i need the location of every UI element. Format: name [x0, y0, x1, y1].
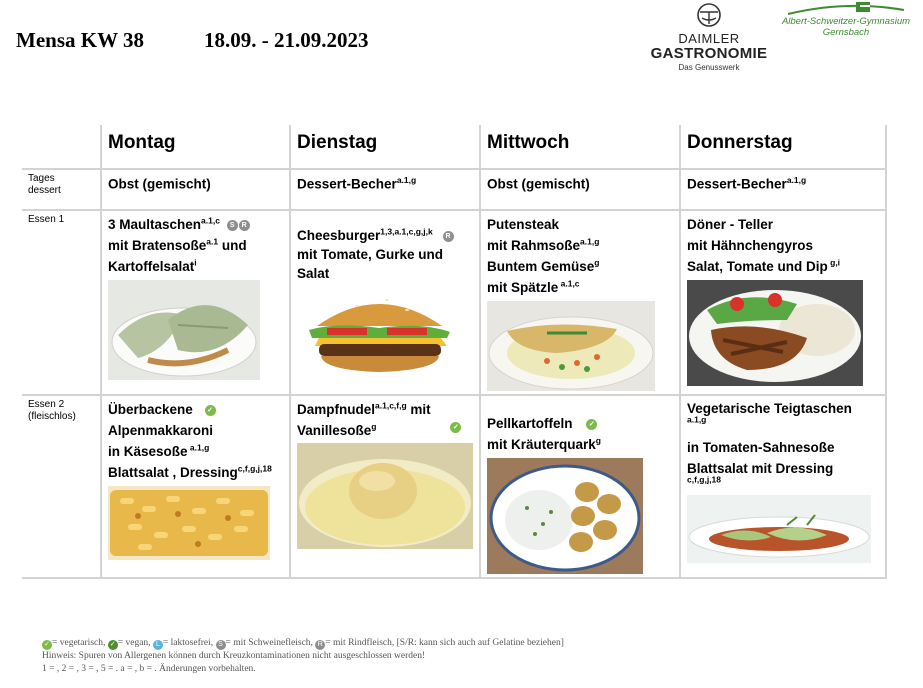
meal-line: Döner - Teller	[687, 217, 774, 232]
meal-line: Salat	[297, 266, 330, 281]
meal-line: Putensteak	[487, 217, 560, 232]
meal-line: Kartoffelsalat$^i$	[108, 257, 197, 274]
meal-line: in Käsesoße $^{a.1,g}$	[108, 442, 210, 459]
meal-line: mit Bratensoße$^{a.1}$ und	[108, 236, 247, 253]
meal-cell	[101, 395, 290, 578]
corner-cell	[22, 125, 101, 169]
day-header-cell	[680, 125, 886, 169]
meal-line: Blattsalat mit Dressing	[687, 461, 834, 476]
dessert-row	[22, 169, 886, 210]
header-row	[22, 125, 886, 169]
meal-line: Überbackene ✓	[108, 399, 283, 420]
meal-line: 3 Maultaschen$^{a.1,c}$ S R	[108, 214, 283, 235]
meal-line: Blattsalat , Dressing$^{c,f,g,j,18}$	[108, 463, 272, 480]
makkaroni-photo	[108, 486, 270, 560]
dessert-text: Obst (gemischt)	[487, 176, 590, 192]
dampfnudel-photo	[297, 443, 473, 549]
day-name: Montag	[108, 132, 176, 153]
row-label-cell	[22, 395, 101, 578]
menu-table	[22, 125, 887, 579]
meal-line: Pellkartoffeln ✓	[487, 413, 673, 434]
day-header-cell	[480, 125, 680, 169]
meal-cell	[290, 210, 480, 395]
meal-cell	[680, 395, 886, 578]
doener-photo	[687, 280, 863, 386]
legend-codes: 1 = , 2 = , 3 = , 5 = . a = , b = . Änderungen vorbehalten.	[42, 664, 256, 674]
essen2-row	[22, 395, 886, 578]
cheeseburger-photo	[297, 286, 462, 378]
legend	[42, 637, 564, 676]
daimler-gastronomie-logo	[648, 2, 770, 72]
row-label-line: Essen 1	[28, 214, 65, 225]
meal-line: Dampfnudel$^{a.1,c,f,g}$ mit	[297, 400, 431, 417]
daimler-star-icon	[696, 2, 722, 28]
rind-icon: R	[239, 220, 250, 231]
row-label-cell	[22, 169, 101, 210]
row-label-line: Essen 2	[28, 399, 65, 410]
school-logo-line1: Albert-Schweitzer-Gymnasium	[781, 16, 911, 27]
meal-line: Vegetarische Teigtaschen	[687, 401, 852, 416]
meal-line: mit Kräuterquark$^g$	[487, 435, 601, 452]
day-name: Donnerstag	[687, 132, 793, 153]
day-name: Mittwoch	[487, 132, 570, 153]
meal-line: in Tomaten-Sahnesoße	[687, 440, 835, 455]
week-label: Mensa KW 38	[16, 28, 144, 52]
dessert-cell	[290, 169, 480, 210]
schwein-icon: S	[227, 220, 238, 231]
dessert-text: Dessert-Becher$^{a.1,g}$	[297, 175, 417, 192]
vegetarian-icon: ✓	[450, 422, 461, 433]
meal-line: a.1,g	[687, 414, 707, 425]
dessert-cell	[101, 169, 290, 210]
dessert-cell	[480, 169, 680, 210]
laktosefrei-icon: L	[153, 640, 163, 650]
maultaschen-photo	[108, 280, 260, 380]
meal-line: mit Tomate, Gurke und	[297, 247, 444, 262]
meal-cell	[290, 395, 480, 578]
daimler-logo-line2: GASTRONOMIE	[650, 45, 768, 62]
dessert-cell	[680, 169, 886, 210]
page-title	[16, 28, 369, 53]
day-header-cell	[101, 125, 290, 169]
meal-line: mit Hähnchengyros	[687, 238, 814, 253]
meal-line: Alpenmakkaroni	[108, 423, 214, 438]
meal-cell	[101, 210, 290, 395]
schwein-icon: S	[216, 640, 226, 650]
dessert-text: Dessert-Becher$^{a.1,g}$	[687, 175, 807, 192]
legend-hinweis: Hinweis: Spuren von Allergenen können durch Kreuzkontaminationen nicht ausgeschlossen werden!	[42, 651, 426, 661]
row-label-line: dessert	[28, 185, 61, 196]
day-name: Dienstag	[297, 132, 378, 153]
meal-line: c,f,g,j,18	[687, 474, 722, 485]
rind-icon: R	[315, 640, 325, 650]
date-range: 18.09. - 21.09.2023	[204, 28, 369, 52]
meal-line: mit Rahmsoße$^{a.1,g}$	[487, 236, 600, 253]
teigtaschen-photo	[687, 495, 871, 563]
essen1-row	[22, 210, 886, 395]
meal-cell	[480, 210, 680, 395]
meal-line: Salat, Tomate und Dip $^{g,i}$	[687, 257, 841, 274]
vegetarian-icon: ✓	[586, 419, 597, 430]
meal-line: Buntem Gemüse$^g$	[487, 257, 600, 274]
daimler-logo-line1: DAIMLER	[678, 31, 740, 46]
row-label-cell	[22, 210, 101, 395]
vegetarian-icon: ✓	[205, 405, 216, 416]
putensteak-photo	[487, 301, 655, 391]
row-label-line: Tages	[28, 173, 55, 184]
school-logo	[778, 2, 914, 38]
dessert-text: Obst (gemischt)	[108, 176, 211, 192]
legend-line-1: ✓ = vegetarisch, ✓ = vegan, L = laktosefrei, S = mit Schweinefleisch, R = mit Rindfleisch, [S/R: kann sich auch auf Gelatine beziehen]	[42, 637, 564, 650]
day-header-cell	[290, 125, 480, 169]
school-logo-line2: Gernsbach	[822, 27, 870, 38]
meal-cell	[680, 210, 886, 395]
row-label-line: (fleischlos)	[28, 411, 76, 422]
vegan-icon: ✓	[108, 640, 118, 650]
meal-line: Vanillesoße$^g$ ✓	[297, 420, 473, 441]
meal-line: Cheesburger$^{1,3,a.1,c,g,j,k}$ R	[297, 226, 473, 245]
rind-icon: R	[443, 231, 454, 242]
vegetarian-icon: ✓	[42, 640, 52, 650]
daimler-logo-line3: Das Genusswerk	[678, 63, 740, 72]
meal-cell	[480, 395, 680, 578]
meal-line: mit Spätzle $^{a.1,c}$	[487, 278, 580, 295]
school-logo-swoosh-icon	[786, 2, 906, 16]
pellkartoffeln-photo	[487, 458, 643, 574]
